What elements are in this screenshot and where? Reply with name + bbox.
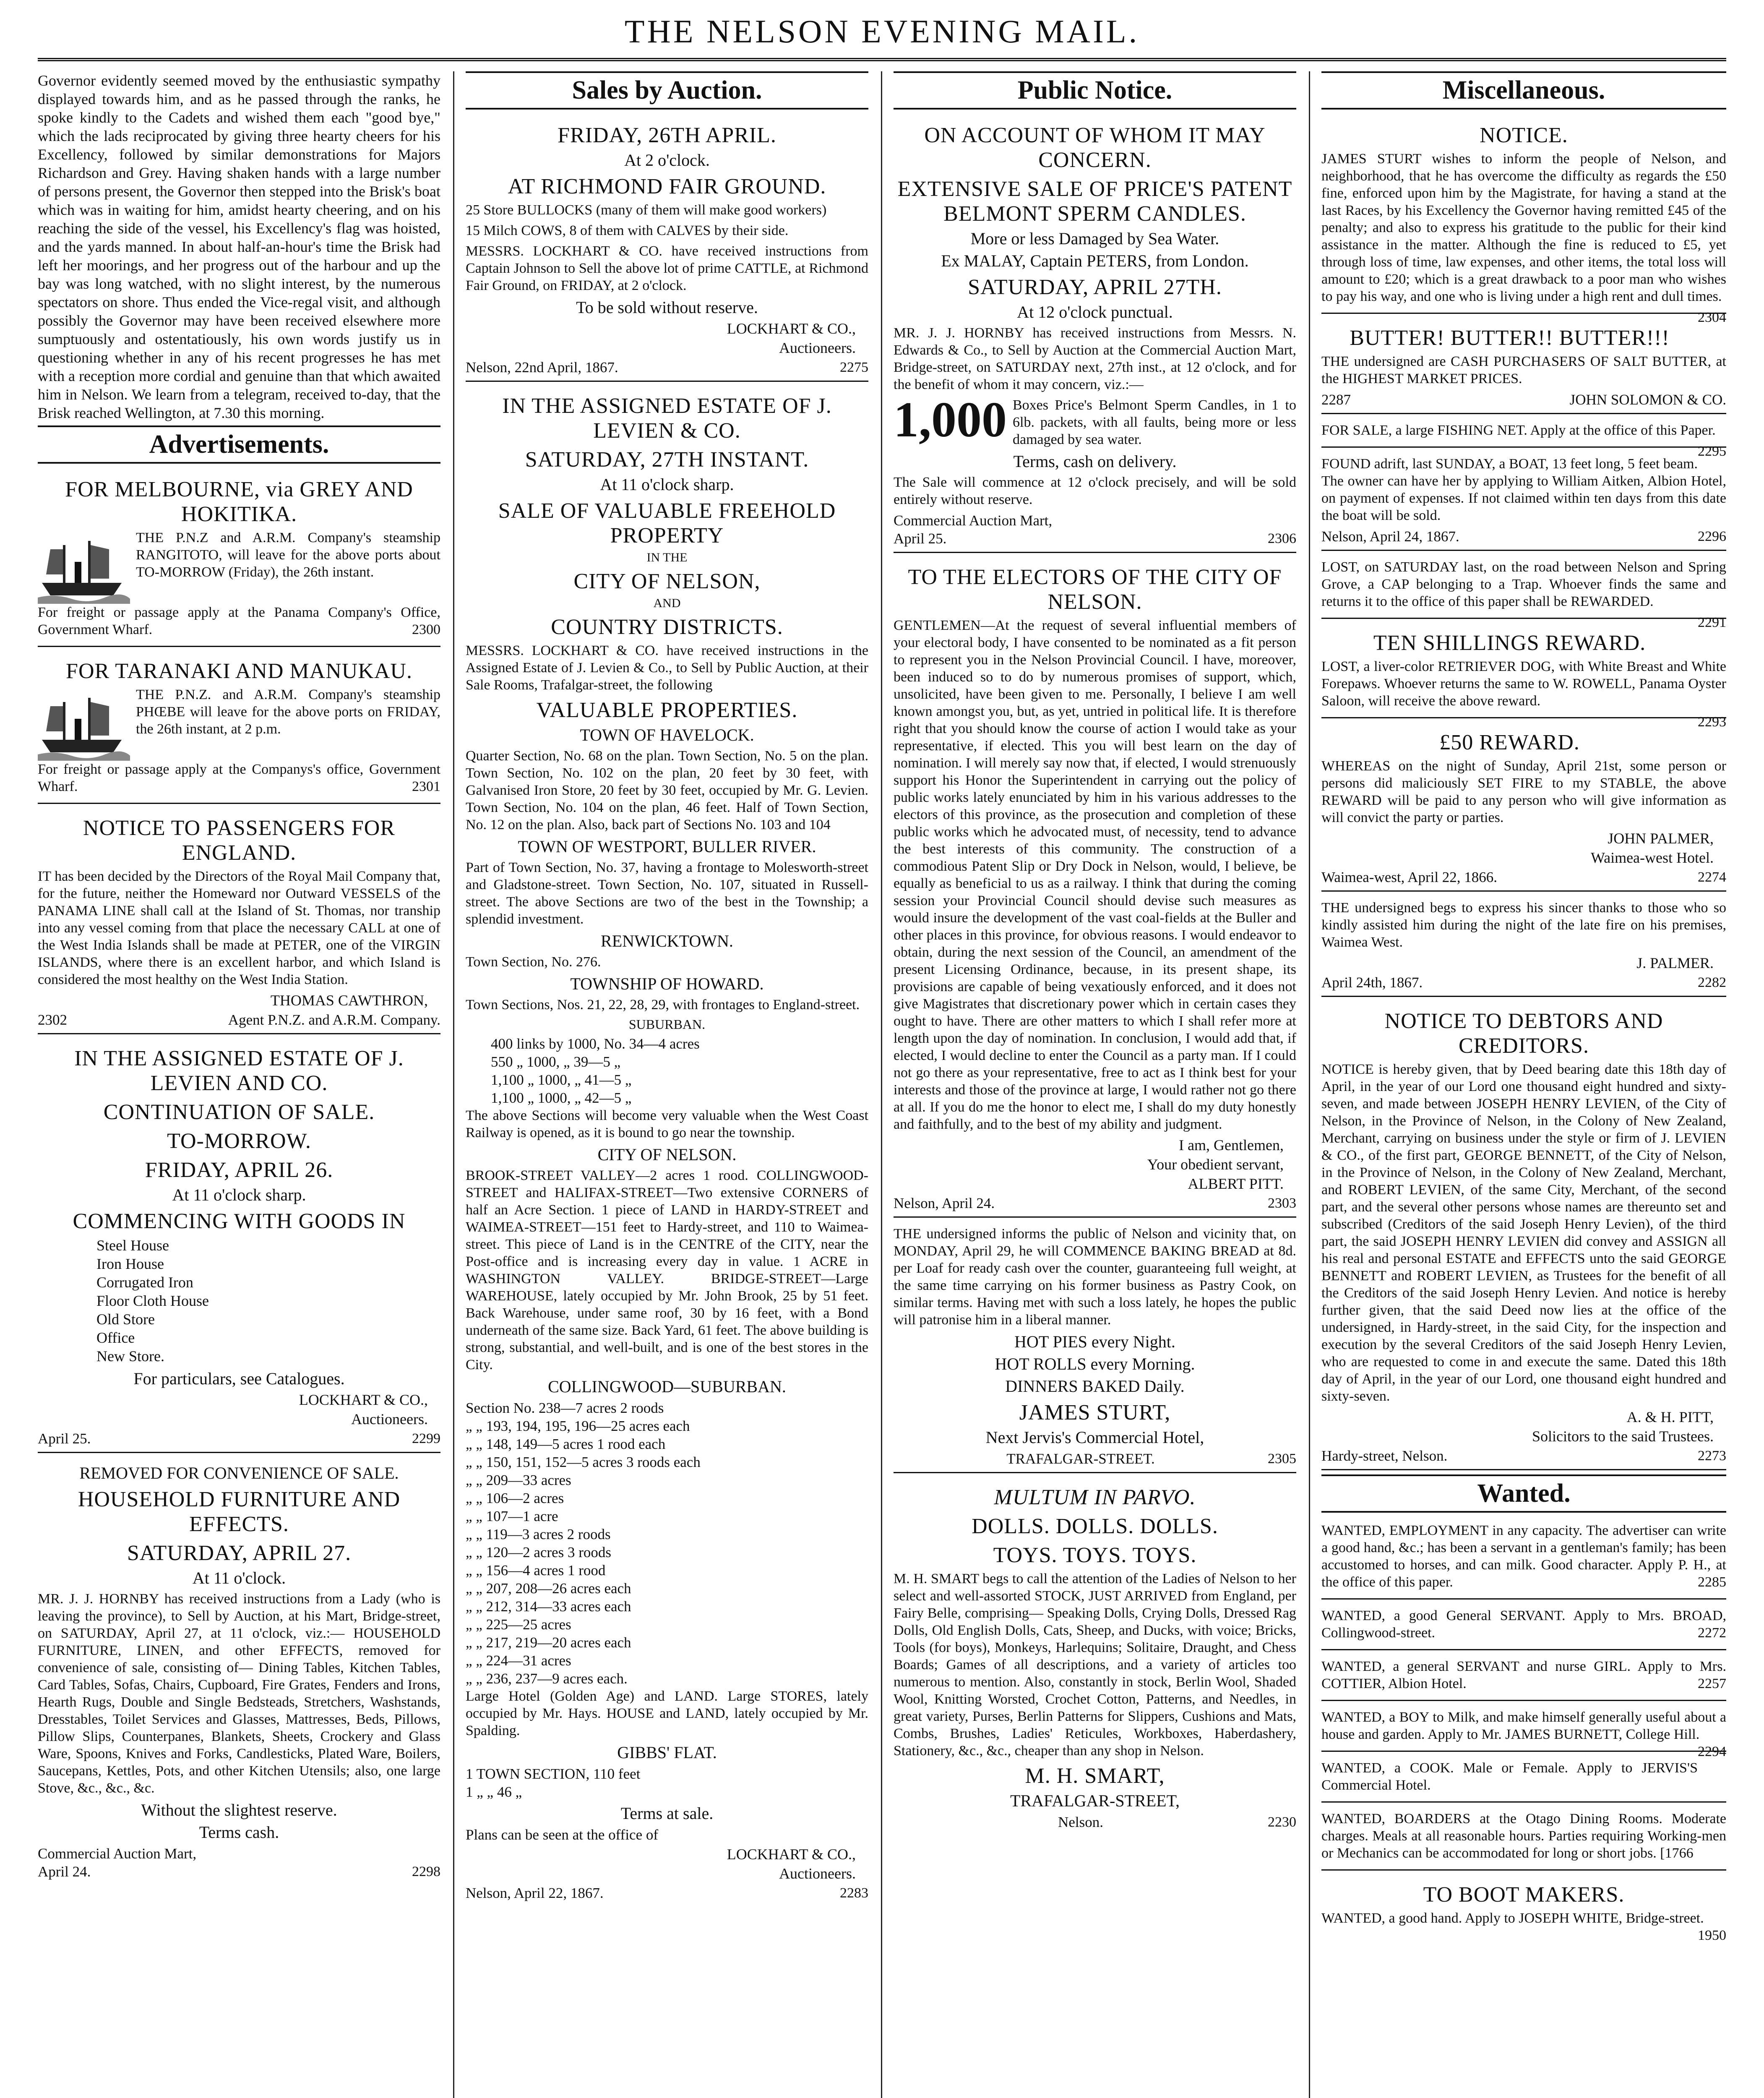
ad-number: 2283 [840, 1885, 868, 1901]
ad-heading: ON ACCOUNT OF WHOM IT MAY CONCERN. [924, 123, 1266, 172]
ad-date-heading: SATURDAY, 27TH INSTANT. [525, 448, 809, 472]
ad-heading: £50 REWARD. [1439, 731, 1580, 754]
ad-body: The Sale will commence at 12 o'clock precisely, and will be sold entirely without reserve. [894, 475, 1296, 507]
property-body: Town Section, No. 276. [466, 954, 601, 970]
ad-number: 2273 [1698, 1448, 1726, 1464]
ad-date: Nelson, 22nd April, 1867. [466, 359, 618, 376]
ad-signature: Commercial Auction Mart, [894, 512, 1053, 529]
table-row: Section No. 238—7 acres 2 roods [466, 1400, 664, 1416]
ad-number: 2301 [412, 779, 440, 794]
table-row: „ „ 207, 208—26 acres each [466, 1580, 631, 1597]
ad-heading: FOR MELBOURNE, via GREY AND HOKITIKA. [65, 478, 413, 526]
ad-body: THE P.N.Z. and A.R.M. Company's steamship PHŒBE will leave for the above ports on FRIDAY, the 26th instant, at 2 p.m. [136, 687, 440, 737]
ad-body: THE undersigned begs to express his sincer thanks to those who so kindly assisted him during the night of the late fire on his premises, Waimea West. [1321, 900, 1726, 950]
ad-date: April 24. [38, 1863, 91, 1880]
ad-lot: 25 Store BULLOCKS (many of them will make good workers) [466, 202, 827, 218]
ad-terms: Terms cash. [199, 1823, 279, 1842]
ad-richmond-cattle [466, 115, 868, 382]
table-row: „ „ 119—3 acres 2 roods [466, 1526, 611, 1542]
ad-signature: Waimea-west Hotel. [1591, 849, 1714, 866]
ad-signature: ALBERT PITT. [1188, 1175, 1284, 1192]
ad-household-furniture [38, 1457, 440, 1885]
table-row: „ „ 148, 149—5 acres 1 rood each [466, 1436, 666, 1452]
column-divider [881, 71, 882, 2098]
ad-signature: THOMAS CAWTHRON, [270, 992, 428, 1009]
ad-number: 2272 [1698, 1625, 1726, 1641]
ad-number: 2298 [412, 1864, 440, 1879]
table-row: „ „ 224—31 acres [466, 1652, 571, 1669]
ad-number: 2305 [1268, 1451, 1296, 1467]
ad-heading: NOTICE TO DEBTORS AND CREDITORS. [1384, 1009, 1663, 1058]
ad-subheading: CITY OF NELSON, [573, 569, 761, 593]
ad-subheading: DOLLS. DOLLS. DOLLS. [972, 1514, 1218, 1538]
ad-signature: LOCKHART & CO., [299, 1391, 428, 1408]
ad-heading: NOTICE. [1480, 123, 1568, 147]
steamship-icon [38, 532, 130, 604]
ad-note: To be sold without reserve. [576, 298, 758, 317]
ad-closing: Your obedient servant, [1147, 1156, 1284, 1173]
ad-date-heading: SATURDAY, APRIL 27. [127, 1541, 352, 1565]
ad-address: Next Jervis's Commercial Hotel, [985, 1428, 1204, 1447]
ad-body: THE P.N.Z and A.R.M. Company's steamship RANGITOTO, will leave for the above ports about TO-MORROW (Friday), the 26th instant. [136, 530, 440, 580]
table-row: „ „ 107—1 acre [466, 1508, 558, 1524]
ad-signature: J. PALMER. [1636, 955, 1714, 971]
ad-date: April 25. [894, 530, 947, 547]
ad-melbourne [38, 470, 440, 647]
ad-number: 2291 [1698, 615, 1726, 630]
ad-subheading: TO-MORROW. [167, 1129, 311, 1153]
ad-signature: LOCKHART & CO., [727, 1846, 856, 1863]
ad-signature: JOHN PALMER, [1608, 830, 1714, 847]
ad-signature: JOHN SOLOMON & CO. [1569, 391, 1726, 408]
ad-line: HOT PIES every Night. [1014, 1332, 1175, 1351]
ad-number: 2294 [1698, 1744, 1726, 1759]
ad-signature: JAMES STURT, [1019, 1401, 1171, 1425]
news-paragraph: Governor evidently seemed moved by the enthusiastic sympathy displayed towards him, and as he passed through the ranks, he spoke kindly to the Cadets and wished them each "good bye," which the lads reciprocated by giving three hearty cheers for his Excellency, followed by similar demonstrations for Majors Richardson and Grey. Having shaken hands with a large number of persons present, the Governor then stepped into the Brisk's boat which was in waiting for him, amidst hearty cheering, and on his reaching the side of the vessel, his Excellency's flag was hoisted, and the yards manned. In about half-an-hour's time the Brisk had left her moorings, and her progress out of the harbour and up the bay was long watched, with no slight interest, by the numerous spectators on shore. Thus ended the Vice-regal visit, and although possibly the Governor may have been received elsewhere more sumptuously and ostentatiously, his own words justify us in questioning whether in any of his recent progresses he has met with a reception more cordial and genuine than that which awaited him in Nelson. We learn from a telegram, received to-day, that the Brisk reached Wellington, at 7.30 this morning. [38, 72, 440, 421]
ad-dog-reward [1321, 623, 1726, 730]
ad-body: THE undersigned informs the public of Nelson and vicinity that, on MONDAY, April 29, he will COMMENCE BAKING BREAD at 8d. per Loaf for ready cash over the counter, guaranteeing full weight, at the same time carrying on his former business as Pastry Cook, on similar terms. Having met with such a loss lately, he hopes the public will patronise him in a liberal manner. [894, 1226, 1296, 1328]
table-row: 550 „ 1000, „ 39—5 „ [491, 1054, 621, 1070]
ad-electors [894, 557, 1296, 1218]
ad-number: 2257 [1698, 1676, 1726, 1691]
ad-body: WANTED, a COOK. Male or Female. Apply to JERVIS'S Commercial Hotel. [1321, 1760, 1698, 1793]
ad-signature: Commercial Auction Mart, [38, 1845, 197, 1862]
ad-number: 2285 [1698, 1574, 1726, 1590]
ad-time: At 12 o'clock punctual. [1017, 303, 1173, 321]
property-body: Quarter Section, No. 68 on the plan. Town Section, No. 5 on the plan. Town Section, No. 102 on the plan, 20 feet by 30 feet, with Galvanised Iron Store, 20 feet by 30 feet, occupied by Mr. G. Levien. Town Section, No. 104 on the plan, 46 feet. Half of Town Section, No. 12 on the plan. Also, back part of Sections No. 103 and 104 [466, 748, 868, 832]
ad-body: LOST, a liver-color RETRIEVER DOG, with White Breast and White Forepaws. Whoever returns the same to W. ROWELL, Panama Oyster Saloon, will receive the above reward. [1321, 659, 1726, 709]
ad-subheading: SALE OF VALUABLE FREEHOLD PROPERTY [498, 499, 836, 548]
ad-note: Plans can be seen at the office of [466, 1827, 659, 1843]
ad-subheading: HOUSEHOLD FURNITURE AND EFFECTS. [78, 1487, 401, 1536]
section-header-wanted: Wanted. [1321, 1474, 1726, 1513]
ad-levien-continuation [38, 1039, 440, 1453]
table-row: 1 TOWN SECTION, 110 feet [466, 1766, 641, 1782]
ad-note: For particulars, see Catalogues. [133, 1369, 345, 1388]
column-2 [466, 71, 868, 2098]
ad-number: 2293 [1698, 714, 1726, 730]
ad-line: HOT ROLLS every Morning. [995, 1354, 1195, 1373]
ad-closing: I am, Gentlemen, [1179, 1137, 1284, 1153]
property-body: Town Sections, Nos. 21, 22, 28, 29, with frontages to England-street. [466, 997, 860, 1012]
ad-heading: TEN SHILLINGS REWARD. [1373, 631, 1646, 655]
section-header-public-notice: Public Notice. [894, 71, 1296, 110]
ad-note: Ex MALAY, Captain PETERS, from London. [941, 251, 1249, 270]
ad-number: 2274 [1698, 869, 1726, 885]
ad-wanted-servant [1321, 1604, 1726, 1650]
property-heading: CITY OF NELSON. [597, 1145, 737, 1164]
ad-subheading: VALUABLE PROPERTIES. [536, 698, 798, 722]
ad-signature: Auctioneers. [779, 1865, 856, 1882]
list-item: Old Store [96, 1311, 155, 1328]
quantity-figure: 1,000 [894, 391, 1007, 447]
table-row: „ „ 120—2 acres 3 roods [466, 1544, 611, 1560]
table-row: „ „ 193, 194, 195, 196—25 acres each [466, 1418, 690, 1434]
ad-address: TRAFALGAR-STREET, [1010, 1791, 1180, 1810]
list-item: Steel House [96, 1237, 169, 1254]
ad-number: 2282 [1698, 975, 1726, 990]
section-header-advertisements: Advertisements. [38, 425, 440, 464]
ad-body: COMMENCING WITH GOODS IN [73, 1209, 406, 1233]
ad-number: 2230 [1268, 1814, 1296, 1830]
ad-wanted-cook [1321, 1756, 1726, 1803]
ad-number: 2275 [840, 360, 868, 375]
ad-number: 2304 [1698, 310, 1726, 325]
ad-body: WANTED, a BOY to Milk, and make himself generally useful about a house and garden. Apply to Mr. JAMES BURNETT, College Hill. [1321, 1709, 1726, 1742]
ad-wanted-boarders [1321, 1807, 1726, 1871]
property-heading: TOWN OF HAVELOCK. [580, 725, 754, 744]
ad-date: Nelson, April 24. [894, 1195, 995, 1211]
property-body: The above Sections will become very valuable when the West Coast Railway is opened, as it is bound to go near the township. [466, 1108, 868, 1140]
ad-signature: M. H. SMART, [1025, 1764, 1165, 1788]
ad-cap-lost [1321, 555, 1726, 630]
ad-body: LOST, on SATURDAY last, on the road between Nelson and Spring Grove, a CAP belonging to a Trap. Whoever finds the same and returns it to the office of this paper shall be REWARDED. [1321, 559, 1726, 609]
ad-body: FOUND adrift, last SUNDAY, a BOAT, 13 feet long, 5 feet beam. The owner can have her by applying to William Aitken, Albion Hotel, on payment of expenses. If not claimed within ten days from this date the boat will be sold. [1321, 456, 1726, 523]
ad-subheading: TOYS. TOYS. TOYS. [993, 1543, 1197, 1567]
ad-note: More or less Damaged by Sea Water. [970, 229, 1219, 248]
ad-time: At 11 o'clock sharp. [172, 1185, 306, 1204]
ad-body: MESSRS. LOCKHART & CO. have received instructions from Captain Johnson to Sell the above lot of prime CATTLE, at Richmond Fair Ground, on FRIDAY, at 2 o'clock. [466, 243, 868, 293]
ad-body: IT has been decided by the Directors of the Royal Mail Company that, for the future, neither the Homeward nor Outward VESSELS of the PANAMA LINE shall call at the Island of St. Thomas, nor tranship into any vessel coming from that place the necessary CALL at one of the West India Islands shall be made at PETER, one of the VIRGIN ISLANDS, where there is an excellent harbor, and which Island is considered the most healthy on the West India Station. [38, 869, 440, 987]
ad-subheading: IN THE [646, 551, 688, 564]
ad-boat-found [1321, 452, 1726, 551]
masthead-rule [38, 58, 1726, 61]
ad-number: 2303 [1268, 1195, 1296, 1211]
ad-body: For freight or passage apply at the Panama Company's Office, Government Wharf. [38, 605, 440, 637]
ad-body: WANTED, a general SERVANT and nurse GIRL. Apply to Mrs. COTTIER, Albion Hotel. [1321, 1659, 1726, 1691]
column-divider [1309, 71, 1310, 2098]
ad-heading: BUTTER! BUTTER!! BUTTER!!! [1350, 326, 1670, 350]
ad-heading: TO THE ELECTORS OF THE CITY OF NELSON. [908, 565, 1282, 614]
list-item: New Store. [96, 1348, 164, 1365]
property-heading: GIBBS' FLAT. [617, 1743, 717, 1762]
ad-fire-reward [1321, 723, 1726, 892]
ad-body: THE undersigned are CASH PURCHASERS OF SALT BUTTER, at the HIGHEST MARKET PRICES. [1321, 354, 1726, 386]
section-header-miscellaneous: Miscellaneous. [1321, 71, 1726, 110]
ad-thanks-palmer [1321, 896, 1726, 997]
ad-date: Nelson, April 22, 1867. [466, 1885, 604, 1901]
ad-place: AT RICHMOND FAIR GROUND. [508, 175, 826, 198]
property-heading: TOWN OF WESTPORT, BULLER RIVER. [518, 837, 816, 856]
ad-levien-property [466, 386, 868, 1906]
ad-subheading: CONTINUATION OF SALE. [103, 1100, 375, 1124]
ad-subheading: EXTENSIVE SALE OF PRICE'S PATENT BELMONT SPERM CANDLES. [897, 177, 1292, 226]
ad-butter [1321, 318, 1726, 414]
ad-date: Nelson, April 24, 1867. [1321, 528, 1459, 545]
list-item: Floor Cloth House [96, 1292, 209, 1309]
property-body: BROOK-STREET VALLEY—2 acres 1 rood. COLLINGWOOD-STREET and HALIFAX-STREET—Two extensive CORNERS of half an Acre Section. 1 piece of LAND in HARDY-STREET and WAIMEA-STREET—151 feet to Hardy-street, and 110 to Waimea-street. This piece of Land is in the CENTRE of the CITY, near the Post-office and is increasing every day in value. 1 ACRE in WASHINGTON VALLEY. BRIDGE-STREET—Large WAREHOUSE, lately occupied by Mr. John Brook, 25 by 51 feet. Back Warehouse, under same roof, 30 by 16 feet, with a Bond underneath of the same size. Back Yard, 61 feet. The above building is strong, substantial, and well-built, and is one of the best stores in the City. [466, 1168, 868, 1373]
ad-date-heading: SATURDAY, APRIL 27TH. [968, 275, 1222, 299]
ad-heading: MULTUM IN PARVO. [994, 1485, 1196, 1509]
goods-list [96, 1236, 440, 1365]
ad-body: Boxes Price's Belmont Sperm Candles, in 1 to 6lb. packets, with all faults, being more or less damaged by sea water. [1013, 397, 1296, 447]
column-4 [1321, 71, 1726, 2098]
ad-date-heading: FRIDAY, 26TH APRIL. [558, 123, 776, 147]
ad-body: NOTICE is hereby given, that by Deed bearing date this 18th day of April, in the year of our Lord one thousand eight hundred and sixty-seven, and made between JOSEPH HENRY LEVIEN, of the City of Nelson, in the Province of Nelson, in the Colony of New Zealand, Merchant, carrying on business under the style or firm of J. LEVIEN & CO., of the first part, GEORGE BENNETT, of the City of Nelson, in the Province of Nelson, in the Colony of New Zealand, Merchant, and ROBERT LEVIEN, of the same City, Merchant, of the second part, and the several other persons whose names are thereunto set and subscribed (Creditors of the said Joseph Henry Levien), of the third part, the said JOSEPH HENRY LEVIEN did convey and ASSIGN all his real and personal ESTATE and EFFECTS unto the said GEORGE BENNETT and ROBERT LEVIEN, as Trustees for the benefit of all the Creditors of the said Joseph Henry Levien. And notice is hereby further given, that the said Deed now lies at the office of the undersigned, in Hardy-street, in the said City, for the inspection and execution by the several Creditors of the said Joseph Henry Levien, who are requested to come in and execute the same. Dated this 18th day of April, in the year of our Lord, one thousand eight hundred and sixty-seven. [1321, 1062, 1726, 1404]
table-row: 1 „ „ 46 „ [466, 1784, 522, 1800]
ad-body: WANTED, BOARDERS at the Otago Dining Rooms. Moderate charges. Meals at all reasonable hours. Parties requiring Working-men or Mechanics can be accommodated for long or short jobs. [1321, 1811, 1726, 1861]
ad-number: 2302 [38, 1012, 67, 1028]
ad-line: DINNERS BAKED Daily. [1005, 1377, 1185, 1396]
ad-body: MESSRS. LOCKHART & CO. have received instructions in the Assigned Estate of J. Levien & Co., to Sell by Public Auction, at their Sale Rooms, Trafalgar-street, the following [466, 643, 868, 693]
table-row: 1,100 „ 1000, „ 42—5 „ [491, 1090, 632, 1106]
table-row: „ „ 150, 151, 152—5 acres 3 roods each [466, 1454, 701, 1470]
ad-body: WANTED, EMPLOYMENT in any capacity. The advertiser can write a good hand, &c.; has been a servant in a gentleman's family; has been accustomed to horses, and can milk. Good character. Apply P. H., at the office of this paper. [1321, 1523, 1726, 1590]
ad-time: At 11 o'clock. [192, 1568, 286, 1587]
ad-body: MR. J. J. HORNBY has received instructions from a Lady (who is leaving the province), to Sell by Auction, at his Mart, Bridge-street, on SATURDAY, April 27, at 11 o'clock, viz.:— HOUSEHOLD FURNITURE, LINEN, and other EFFECTS, removed for convenience of sale, consisting of— Dining Tables, Kitchen Tables, Card Tables, Sofas, Chairs, Cupboard, Fire Grates, Fenders and Irons, Hearth Rugs, Double and Single Bedsteads, Stretchers, Washstands, Dresstables, Toilet Services and Glasses, Mattresses, Beds, Pillows, Pillow Slips, Counterpanes, Blankets, Sheets, Crockery and Glass Ware, Spoons, Knives and Forks, Candlesticks, Plated Ware, Boilers, Saucepans, Kettles, Pots, and other Kitchen Utensils; also, one large Stove, &c., &c., &c. [38, 1591, 440, 1796]
ad-signature: Solicitors to the said Trustees. [1532, 1428, 1714, 1445]
ad-heading: REMOVED FOR CONVENIENCE OF SALE. [79, 1464, 399, 1482]
ad-subheading: FRIDAY, APRIL 26. [145, 1158, 334, 1182]
list-item: Office [96, 1329, 135, 1346]
table-row: „ „ 225—25 acres [466, 1616, 571, 1633]
table-row: „ „ 236, 237—9 acres each. [466, 1670, 628, 1687]
ad-number: [1766 [1660, 1845, 1694, 1861]
ad-boot-makers [1321, 1875, 1726, 1943]
ad-notice-passengers [38, 808, 440, 1034]
ad-signature: LOCKHART & CO., [727, 320, 856, 337]
section-header-sales-by-auction: Sales by Auction. [466, 71, 868, 110]
ad-number: 2287 [1321, 391, 1351, 408]
table-row: 1,100 „ 1000, „ 41—5 „ [491, 1072, 632, 1088]
ad-time: At 11 o'clock sharp. [600, 475, 734, 494]
steamship-icon [38, 689, 130, 761]
ad-taranaki [38, 651, 440, 804]
ad-address: Hardy-street, Nelson. [1321, 1448, 1448, 1464]
ad-signature: Auctioneers. [779, 339, 856, 356]
table-row: 400 links by 1000, No. 34—4 acres [491, 1036, 700, 1052]
ad-body: WANTED, a good hand. Apply to JOSEPH WHITE, Bridge-street. [1321, 1910, 1704, 1926]
ad-number: 2299 [412, 1431, 440, 1446]
ad-fishing-net [1321, 418, 1726, 459]
ad-signature: Agent P.N.Z. and A.R.M. Company. [228, 1012, 440, 1028]
ad-date: April 24th, 1867. [1321, 974, 1423, 991]
ad-heading: IN THE ASSIGNED ESTATE OF J. LEVIEN AND CO. [74, 1046, 404, 1095]
property-heading: RENWICKTOWN. [601, 932, 733, 950]
column-divider [453, 71, 454, 2098]
ad-heading: FOR TARANAKI AND MANUKAU. [66, 659, 412, 683]
ad-body: GENTLEMEN—At the request of several influential members of your electoral body, I have consented to be nominated as a fit person to represent you in the Nelson Provincial Council. I have, moreover, been induced so to do by numerous promises of support, which, unsolicited, have been given to me. Personally, I believe I am well known amongst you, but, as yet, untried in political life. It is therefore right that you should know the course of action I would take as your representative, if elected. This you will best learn on the day of nomination. I will merely say now that, if elected, I would strenuously support his Honor the Superintendent in carrying out the policy of public works lately enunciated by him in his various addresses to the electors of this province, as the prosecution and completion of these public works which he advocated must, of necessity, tend to advance the best interests of this community. The construction of a commodious Patent Slip or Dry Dock in Nelson, would, I believe, be equally as beneficial to us as a railway. I think that during the coming session your Provincial Council should devise such measures as would insure the development of the vast coal-fields at the Buller and other places in this province, for obvious reasons. I would endeavor to obtain, during the next session of the Council, an amendment of the present Licensing Ordinance, because, in its present shape, its provisions are capable of being vexatiously enforced, and it does not give Magistrates that discretionary power which in certain cases they ought to have. There are other matters to which I shall refer more at length upon the day of nomination. In conclusion, I would add that, if elected, I would decline to enter the Council as a party man. If I could not go there as your representative, free to act as I think best for your interests and those of the province at large, I would rather not go there at all. If you do me the honor to elect me, I shall do my duty honestly and faithfully, and to the best of my ability and judgment. [894, 618, 1296, 1132]
ad-number: 2306 [1268, 531, 1296, 546]
ad-notice-sturt [1321, 115, 1726, 325]
table-row: „ „ 106—2 acres [466, 1490, 564, 1506]
ad-body: WANTED, a good General SERVANT. Apply to Mrs. BROAD, Collingwood-street. [1321, 1608, 1726, 1641]
ad-terms: Terms at sale. [620, 1804, 714, 1823]
ad-note: Without the slightest reserve. [141, 1801, 337, 1819]
ad-dolls-toys [894, 1477, 1296, 1835]
ad-address: Nelson. [1058, 1814, 1103, 1830]
list-item: Iron House [96, 1255, 164, 1272]
property-heading: TOWNSHIP OF HOWARD. [570, 974, 764, 993]
ad-lot: 15 Milch COWS, 8 of them with CALVES by their side. [466, 223, 789, 238]
ad-heading: NOTICE TO PASSENGERS FOR ENGLAND. [83, 816, 395, 865]
ad-candles [894, 115, 1296, 553]
ad-number: 2296 [1698, 529, 1726, 544]
column-1 [38, 71, 440, 2098]
columns [38, 71, 1726, 2098]
ad-heading: TO BOOT MAKERS. [1423, 1883, 1625, 1907]
ad-subheading: COUNTRY DISTRICTS. [551, 615, 783, 639]
ad-address: TRAFALGAR-STREET. [1006, 1451, 1155, 1467]
table-row: „ „ 217, 219—20 acres each [466, 1634, 631, 1651]
ad-signature: A. & H. PITT, [1626, 1409, 1714, 1425]
property-heading: COLLINGWOOD—SUBURBAN. [548, 1377, 786, 1396]
ad-body: M. H. SMART begs to call the attention of the Ladies of Nelson to her select and well-assorted STOCK, JUST ARRIVED from England, per Fairy Belle, comprising— Speaking Dolls, Crying Dolls, Dressed Rag Dolls, Old English Dolls, Cats, Sheep, and Ducks, with voice; Bricks, Tools (for boys), Monkeys, Harlequins; Solitaire, Draught, and Chess Boards; Games of all descriptions, and a variety of articles too numerous to mention. Also, constantly in stock, Berlin Wool, Shaded Wool, Knitting Worsted, Crochet Cotton, Patterns, and Needles, in great variety, Purses, Berlin Patterns for Slippers, Cushions and Mats, Combs, Brushes, Ladies' Reticules, Workboxes, Haberdashery, Stationery, &c., &c., cheaper than any shop in Nelson. [894, 1571, 1296, 1759]
table-row: „ „ 209—33 acres [466, 1472, 571, 1488]
ad-body: For freight or passage apply at the Companys's office, Government Wharf. [38, 762, 440, 794]
table-row: „ „ 212, 314—33 acres each [466, 1598, 631, 1615]
ad-date: Waimea-west, April 22, 1866. [1321, 869, 1498, 885]
ad-body: WHEREAS on the night of Sunday, April 21st, some person or persons did maliciously SET FIRE to my STABLE, the above REWARD will be paid to any person who will give information as will convict the party or parties. [1321, 758, 1726, 825]
ad-body: JAMES STURT wishes to inform the people of Nelson, and neighborhood, that he has overcome the difficulty as regards the £50 fine, enforced upon him by the Magistrate, for having a stand at the last Races, by his Excellency the Governor having remitted £45 of the penalty; and also to express his gratitude to the public for their kind assistance in the matter. Although the fine is reduced to £5, yet through loss of time, law expenses, and other items, the total loss will amount to £20; which is a great drawback to a poor man who wishes to pay his way, and one who is living under a high rent and dull times. [1321, 151, 1726, 304]
ad-bakery [894, 1222, 1296, 1473]
ad-wanted-nurse [1321, 1654, 1726, 1701]
ad-body: MR. J. J. HORNBY has received instructions from Messrs. N. Edwards & Co., to Sell by Auction at the Commercial Auction Mart, Bridge-street, on SATURDAY next, 27th inst., at 12 o'clock, and for the benefit of whom it may concern, viz.:— [894, 325, 1296, 392]
ad-wanted-boy [1321, 1705, 1726, 1759]
ad-terms: Terms, cash on delivery. [1013, 452, 1177, 471]
ad-debtors-creditors [1321, 1001, 1726, 1470]
ad-body: FOR SALE, a large FISHING NET. Apply at the office of this Paper. [1321, 423, 1716, 438]
ad-number: 2300 [412, 622, 440, 637]
ad-time: At 2 o'clock. [624, 151, 710, 170]
ad-date: April 25. [38, 1430, 91, 1447]
ad-signature: Auctioneers. [351, 1411, 428, 1427]
table-row: „ „ 156—4 acres 1 rood [466, 1562, 606, 1579]
list-item: Corrugated Iron [96, 1274, 193, 1291]
ad-heading: IN THE ASSIGNED ESTATE OF J. LEVIEN & CO. [502, 394, 832, 443]
property-subheading: SUBURBAN. [628, 1017, 706, 1032]
property-body: Part of Town Section, No. 37, having a frontage to Molesworth-street and Gladstone-street. Town Section, No. 107, situated in Russell-street. The above Sections are two of the best in the Township; a splendid investment. [466, 860, 868, 927]
property-body: Large Hotel (Golden Age) and LAND. Large STORES, lately occupied by Mr. Hays. HOUSE and LAND, lately occupied by Mr. Spalding. [466, 1688, 868, 1738]
ad-number: 2295 [1698, 444, 1726, 459]
ad-number: 1950 [1698, 1928, 1726, 1943]
column-3 [894, 71, 1296, 2098]
ad-subheading: AND [653, 596, 681, 610]
masthead: THE NELSON EVENING MAIL. [624, 13, 1140, 50]
ad-wanted-employment [1321, 1519, 1726, 1600]
